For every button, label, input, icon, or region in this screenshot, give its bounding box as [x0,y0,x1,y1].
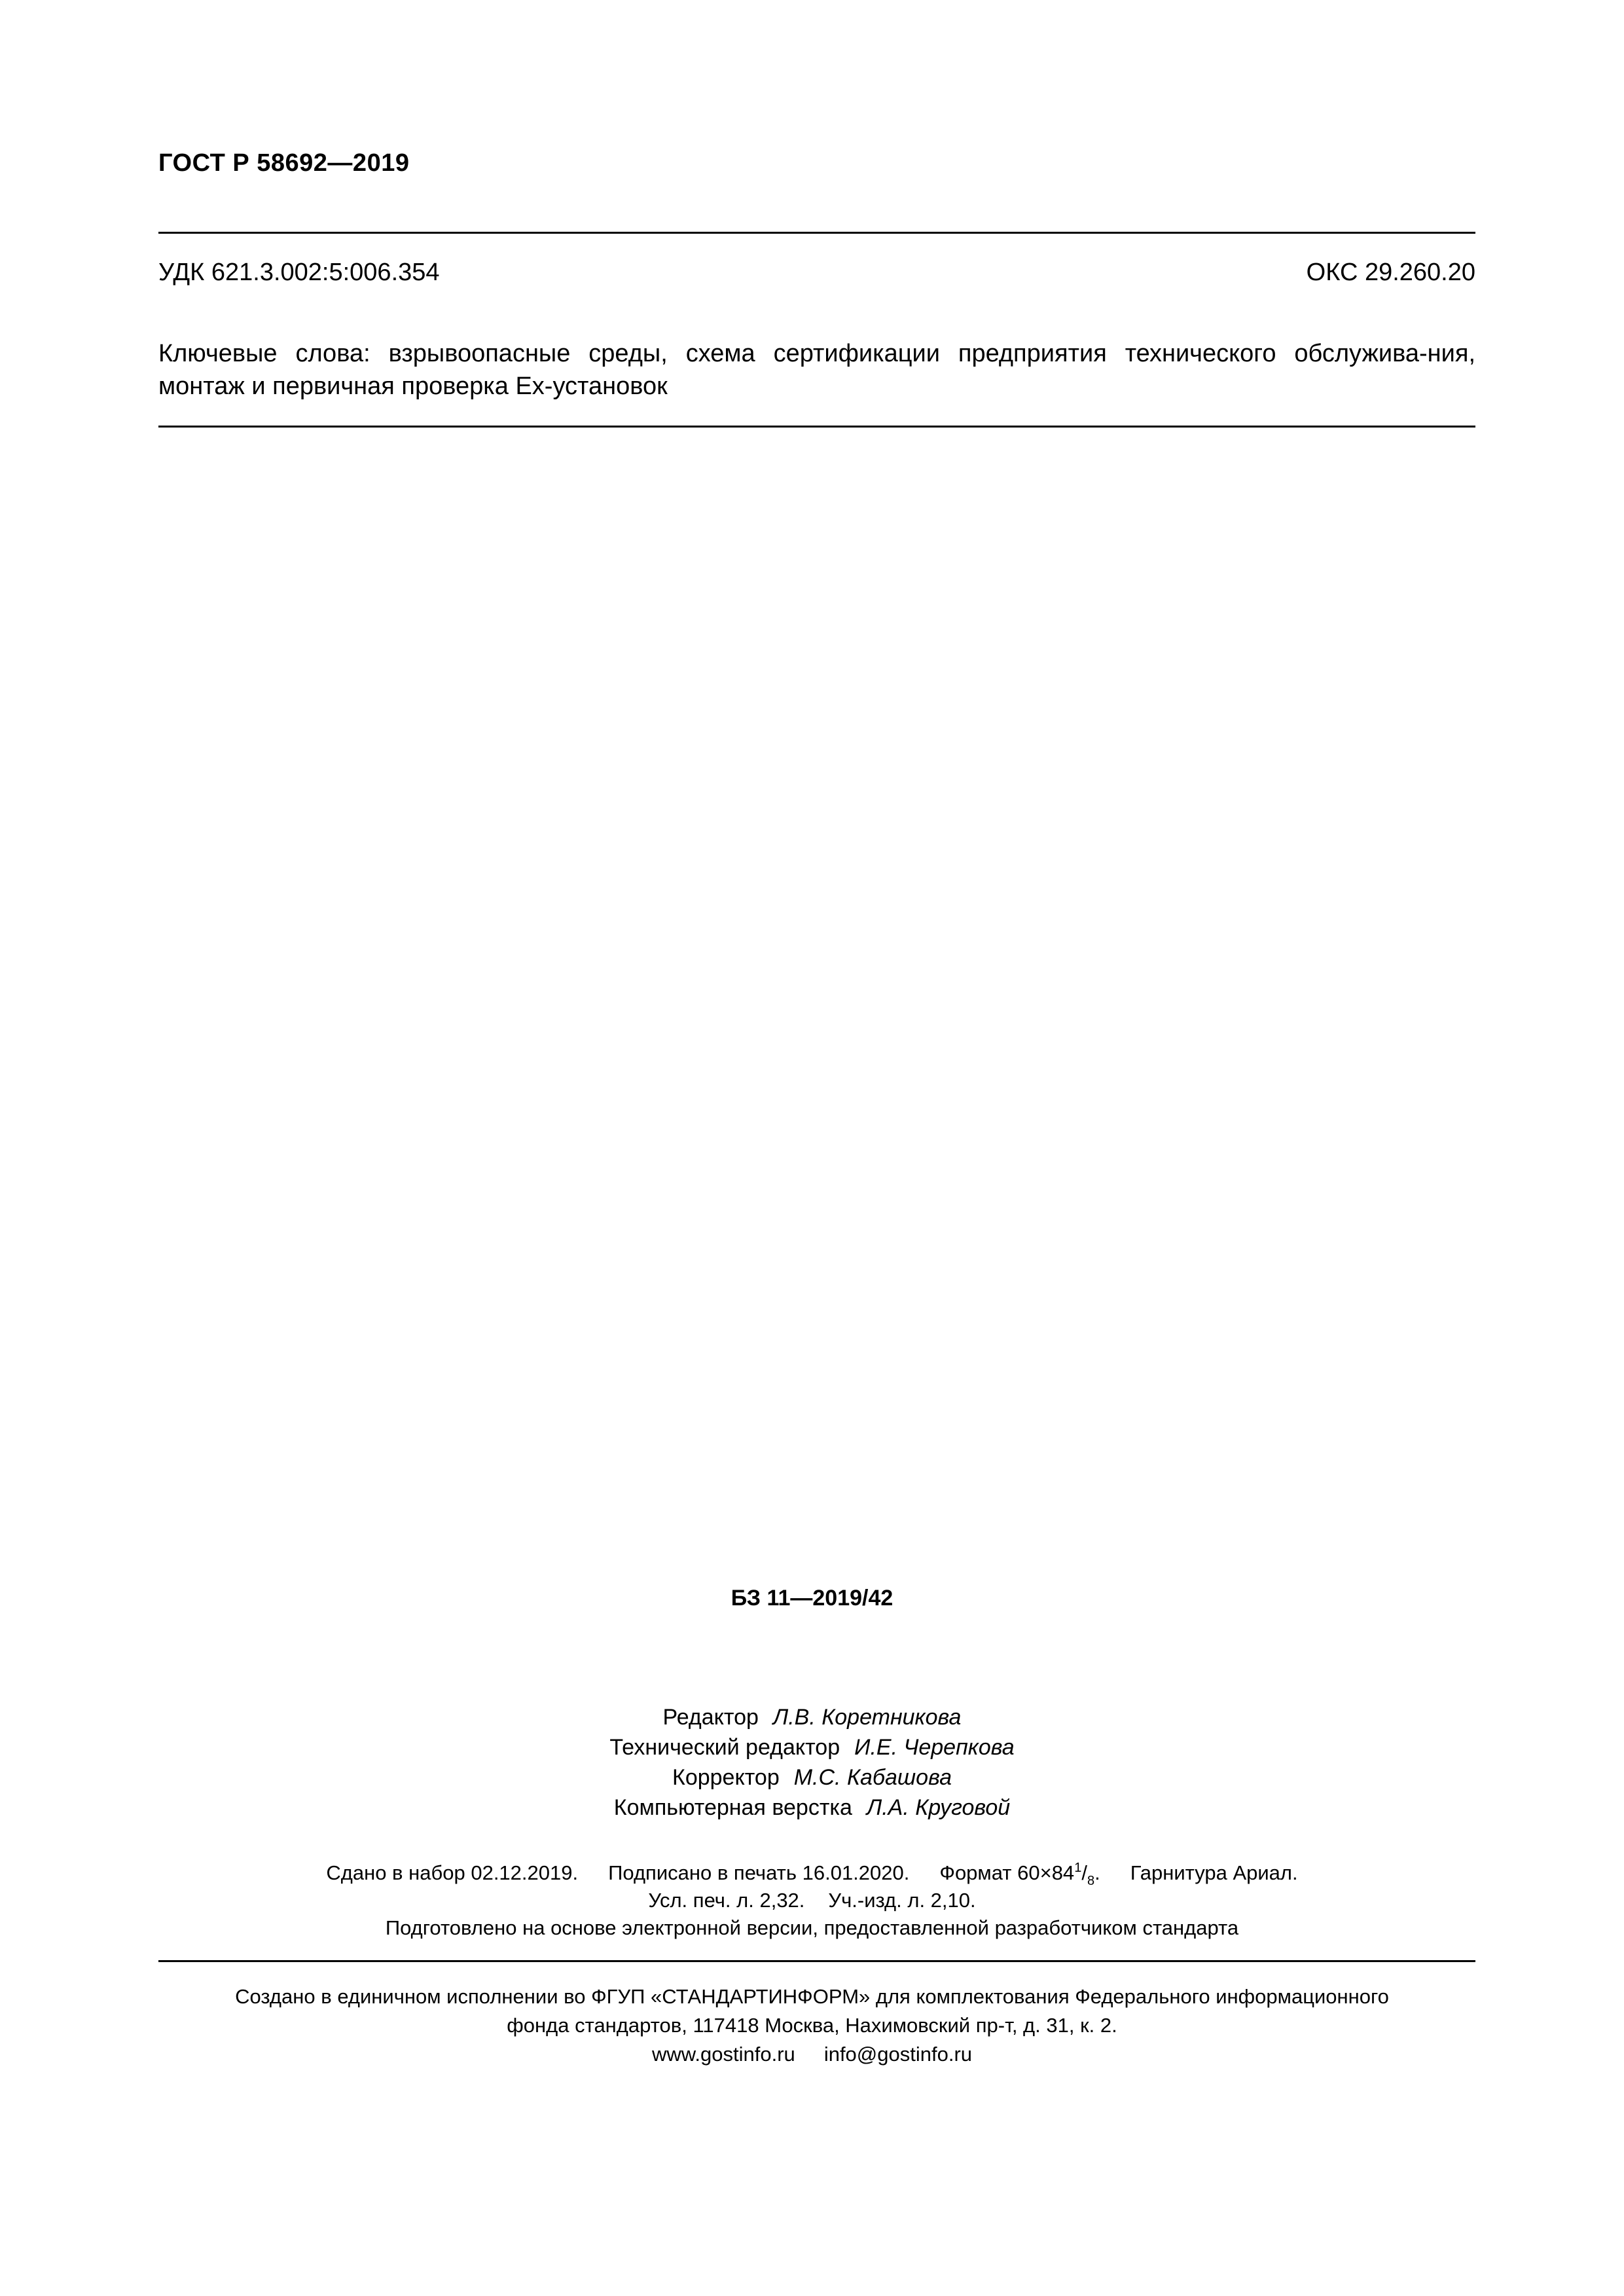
print-sheets: Усл. печ. л. 2,32. [648,1889,805,1912]
staff-role: Технический редактор [609,1735,840,1760]
footer-contacts [0,2040,1624,2069]
website-link[interactable]: www.gostinfo.ru [651,2043,795,2066]
oks-code: ОКС 29.260.20 [1306,259,1475,286]
email-link[interactable]: info@gostinfo.ru [823,2043,973,2066]
udk-code: УДК 621.3.002:5:006.354 [158,259,440,286]
typeface: Гарнитура Ариал. [1130,1861,1298,1884]
staff-name: И.Е. Черепкова [854,1735,1015,1760]
publication-line-1 [0,1859,1624,1887]
keywords-paragraph: Ключевые слова: взрывоопасные среды, схема сертификации предприятия технического обслужива-ния, монтаж и первичная проверка Ex-установок [158,340,1475,400]
footer-line-2: фонда стандартов, 117418 Москва, Нахимовский пр-т, д. 31, к. 2. [507,2014,1117,2037]
keywords-divider [158,426,1475,428]
staff-layout [0,1793,1624,1823]
submitted-date: Сдано в набор 02.12.2019. [326,1861,579,1884]
staff-name: Л.А. Круговой [866,1795,1011,1820]
staff-editor [0,1702,1624,1732]
publication-details [0,1859,1624,1942]
staff-role: Корректор [672,1765,780,1790]
signed-date: Подписано в печать 16.01.2020. [608,1861,910,1884]
staff-name: М.С. Кабашова [793,1765,952,1790]
publication-line-2 [0,1887,1624,1914]
top-divider [158,232,1475,234]
staff-role: Компьютерная верстка [613,1795,852,1820]
staff-role: Редактор [662,1705,759,1730]
footer-block [0,1982,1624,2069]
prepared-note: Подготовлено на основе электронной версии, предоставленной разработчиком стандарта [385,1916,1239,1939]
footer-line-1: Создано в единичном исполнении во ФГУП «СТАНДАРТИНФОРМ» для комплектования Федерального информационного [235,1985,1389,2008]
paper-format: Формат $60\times 84^1/_8$. [939,1861,1100,1888]
staff-name: Л.В. Коретникова [772,1705,962,1730]
staff-technical-editor [0,1732,1624,1762]
footer-divider [158,1960,1475,1962]
publisher-sheets: Уч.-изд. л. 2,10. [828,1889,976,1912]
staff-credits [0,1702,1624,1823]
standard-number: ГОСТ Р 58692—2019 [158,149,410,177]
staff-proofreader [0,1762,1624,1793]
imprint-code: БЗ 11—2019/42 [731,1586,893,1611]
